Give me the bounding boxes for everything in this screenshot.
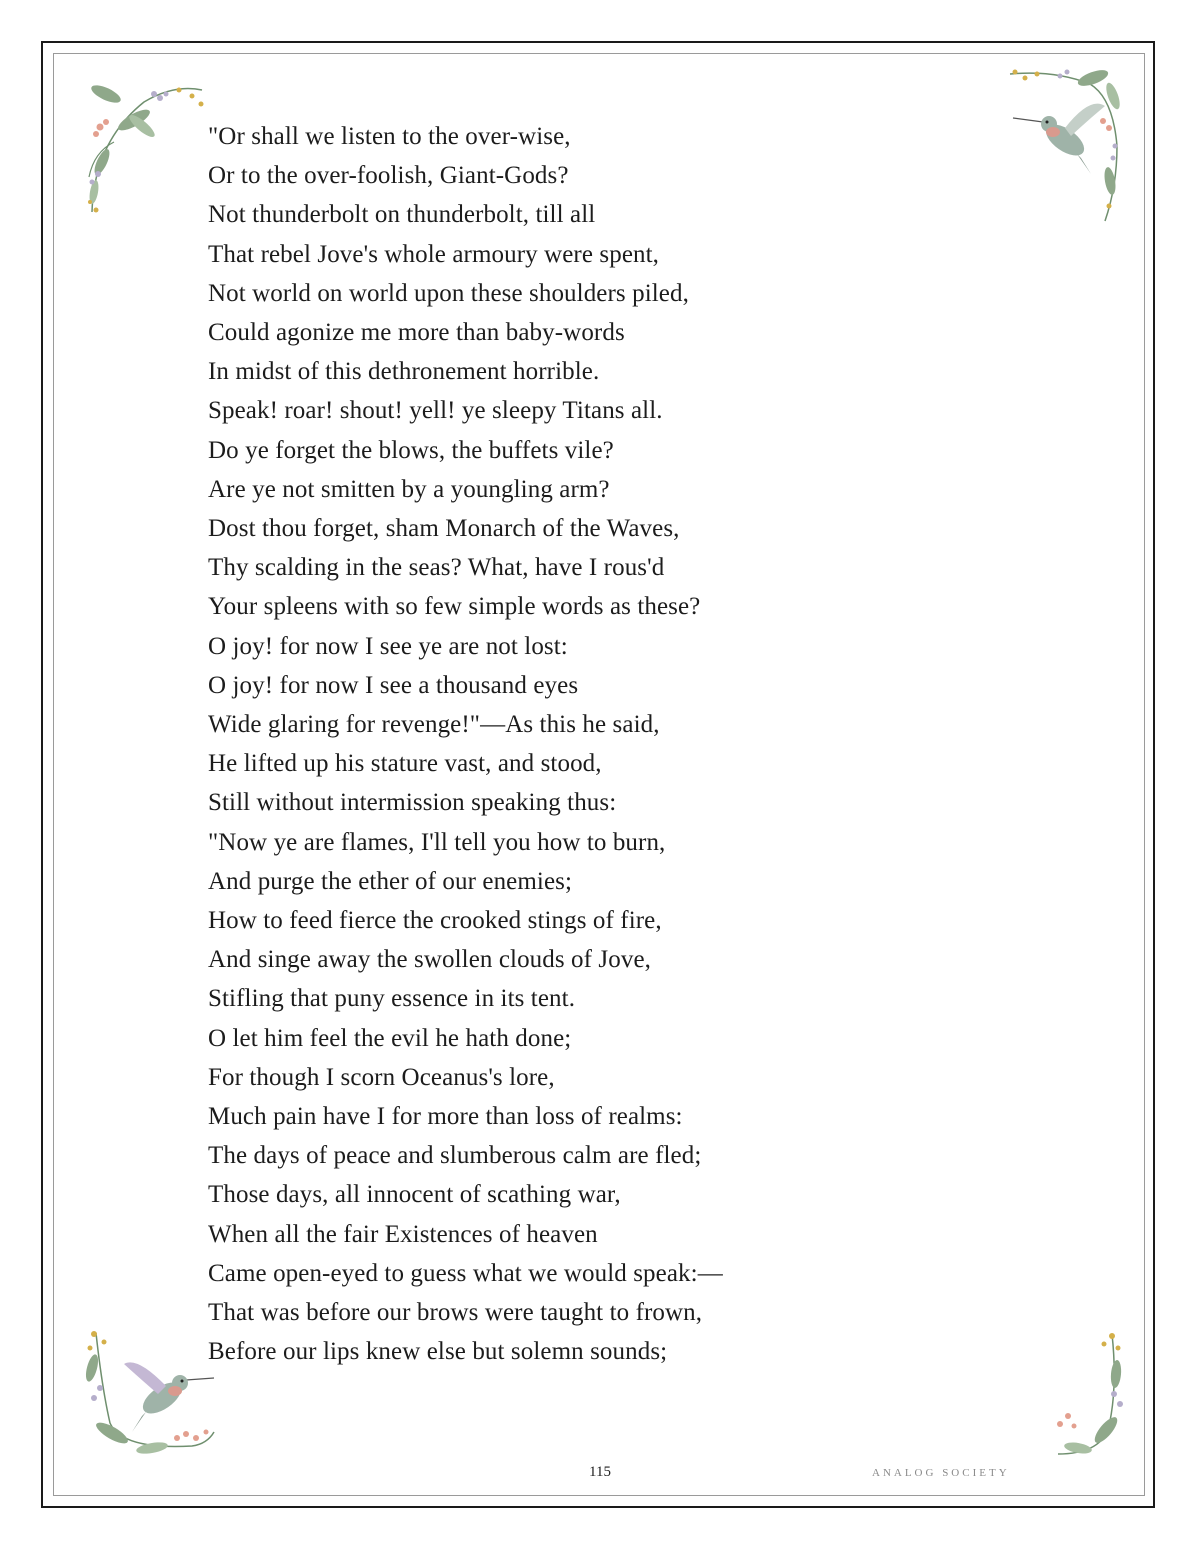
- poem-line: That was before our brows were taught to frown,: [208, 1299, 703, 1327]
- poem-line: Still without intermission speaking thus:: [208, 789, 617, 817]
- poem-line: "Or shall we listen to the over-wise,: [208, 123, 571, 150]
- poem-line: Much pain have I for more than loss of realms:: [208, 1103, 683, 1131]
- publisher-name: ANALOG SOCIETY: [872, 1467, 1010, 1479]
- poem-line: The days of peace and slumberous calm are fled;: [208, 1142, 702, 1170]
- poem-line: O joy! for now I see a thousand eyes: [208, 671, 579, 699]
- poem-line: In midst of this dethronement horrible.: [208, 358, 600, 386]
- poem-line: He lifted up his stature vast, and stood,: [208, 750, 602, 778]
- hummingbird-floral-icon: [1005, 66, 1123, 226]
- poem-line: Stifling that puny essence in its tent.: [208, 985, 576, 1013]
- poem-line: And singe away the swollen clouds of Jove,: [208, 946, 652, 974]
- poem-line: Not world on world upon these shoulders piled,: [208, 279, 689, 307]
- poem-line: Or to the over-foolish, Giant-Gods?: [208, 162, 569, 190]
- poem-line: Before our lips knew else but solemn sounds;: [208, 1338, 668, 1366]
- poem-line: Could agonize me more than baby-words: [208, 319, 625, 347]
- poem-text: [208, 117, 723, 1372]
- poem-line: Wide glaring for revenge!"—As this he said,: [208, 711, 660, 739]
- poem-line: How to feed fierce the crooked stings of fire,: [208, 907, 662, 935]
- hummingbird-floral-icon: [82, 1328, 217, 1458]
- floral-corner-icon: [1048, 1330, 1123, 1458]
- poem-line: Not thunderbolt on thunderbolt, till all: [208, 201, 596, 229]
- poem-line: Those days, all innocent of scathing war,: [208, 1181, 621, 1209]
- poem-line: When all the fair Existences of heaven: [208, 1220, 598, 1248]
- poem-line: Came open-eyed to guess what we would speak:—: [208, 1259, 723, 1287]
- poem-line: O let him feel the evil he hath done;: [208, 1024, 572, 1052]
- poem-line: O joy! for now I see ye are not lost:: [208, 632, 568, 660]
- poem-line: For though I scorn Oceanus's lore,: [208, 1063, 555, 1091]
- poem-line: Are ye not smitten by a youngling arm?: [208, 475, 610, 503]
- poem-line: Speak! roar! shout! yell! ye sleepy Titans all.: [208, 397, 663, 425]
- poem-line: Thy scalding in the seas? What, have I rous'd: [208, 554, 665, 582]
- floral-corner-icon: [84, 82, 209, 217]
- poem-line: That rebel Jove's whole armoury were spent,: [208, 240, 660, 268]
- page-number: 115: [589, 1464, 611, 1480]
- poem-line: "Now ye are flames, I'll tell you how to burn,: [208, 828, 666, 856]
- poem-line: Your spleens with so few simple words as these?: [208, 593, 701, 621]
- poem-line: Dost thou forget, sham Monarch of the Waves,: [208, 515, 680, 543]
- poem-line: Do ye forget the blows, the buffets vile?: [208, 436, 614, 464]
- poem-line: And purge the ether of our enemies;: [208, 867, 573, 895]
